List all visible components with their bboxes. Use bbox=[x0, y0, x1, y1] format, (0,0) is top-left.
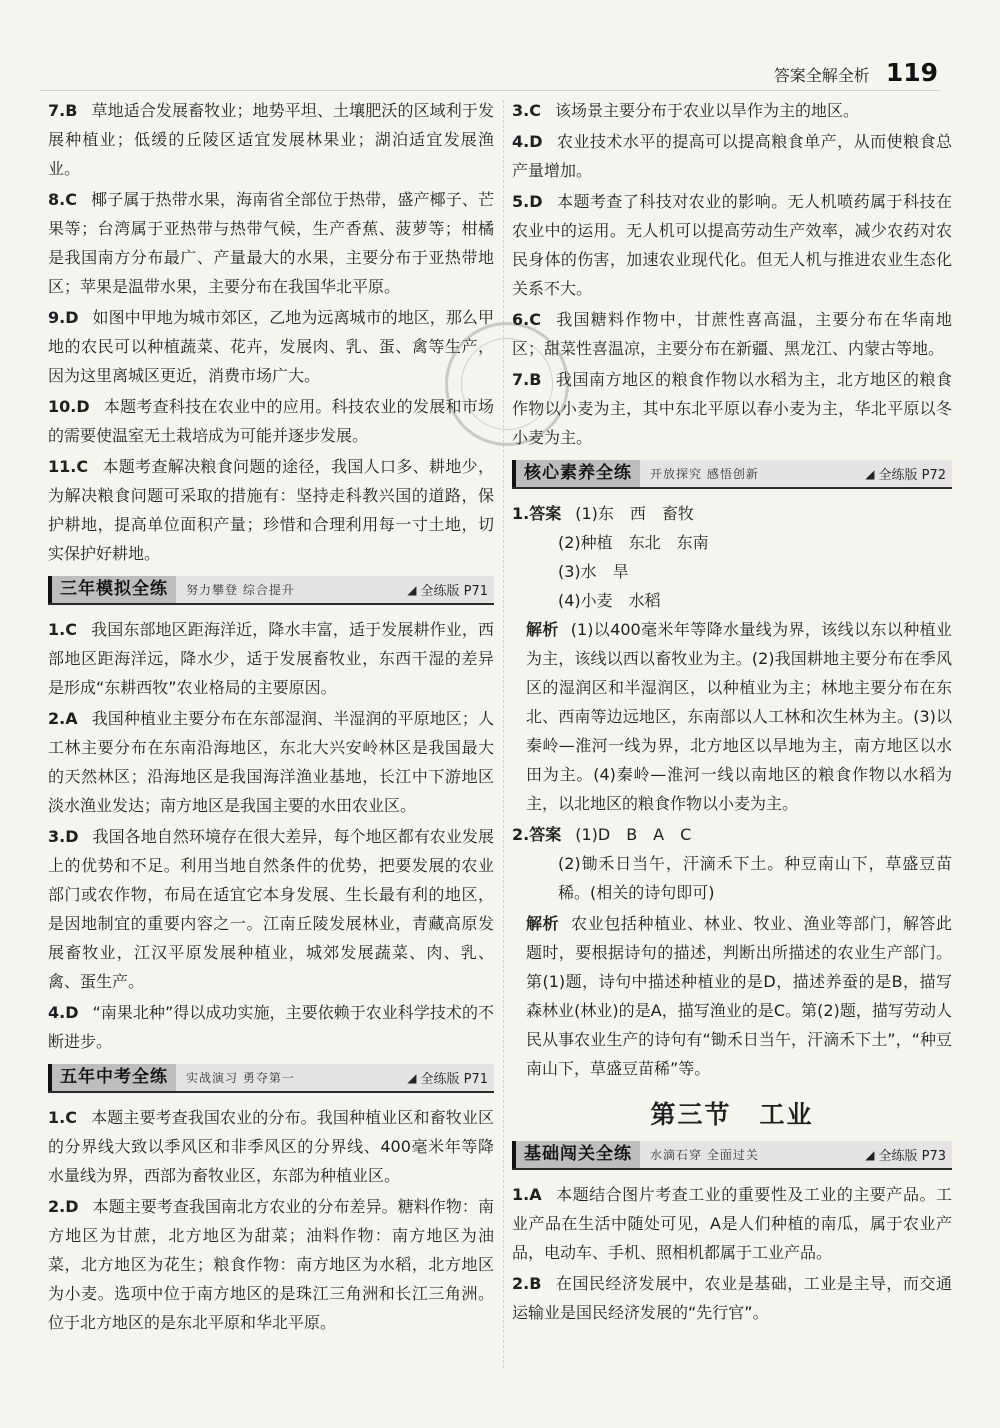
answer-item: 7.B 我国南方地区的粮食作物以水稻为主，北方地区的粮食作物以小麦为主，其中东北平原以春小麦为主，华北平原以冬小麦为主。 bbox=[512, 370, 952, 447]
section-bar-title: 三年模拟全练 bbox=[48, 576, 176, 603]
answer-line: (4)小麦 水稻 bbox=[558, 591, 661, 610]
left-column bbox=[48, 96, 494, 1339]
answer-item: 3.C 该场景主要分布于农业以旱作为主的地区。 bbox=[512, 101, 859, 120]
page-header bbox=[774, 58, 938, 87]
answer-item: 1.A 本题结合图片考查工业的重要性及工业的主要产品。工业产品在生活中随处可见，A是人们种植的南瓜，属于农业产品，电动车、手机、照相机都属于工业产品。 bbox=[512, 1185, 952, 1262]
answer-item: 5.D 本题考查了科技对农业的影响。无人机喷药属于科技在农业中的运用。无人机可以提高劳动生产效率，减少农药对农民身体的伤害，加速农业现代化。但无人机与推进农业生态化关系不大。 bbox=[512, 192, 952, 298]
section-bar-ref: ◢ 全练版 P72 bbox=[865, 466, 946, 483]
section-bar-subtitle: 实战演习 勇夺第一 bbox=[186, 1071, 295, 1085]
right-column bbox=[512, 96, 952, 1329]
section-bar-basic bbox=[512, 1141, 952, 1170]
answer-line: (2)锄禾日当午，汗滴禾下土。种豆南山下，草盛豆苗稀。(相关的诗句即可) bbox=[558, 854, 952, 902]
answer-item: 6.C 我国糖料作物中，甘蔗性喜高温，主要分布在华南地区；甜菜性喜温凉，主要分布在新疆、黑龙江、内蒙古等地。 bbox=[512, 310, 952, 358]
section-bar-subtitle: 开放探究 感悟创新 bbox=[650, 467, 759, 481]
answer-line: (2)种植 东北 东南 bbox=[558, 533, 709, 552]
section-bar-subtitle: 努力攀登 综合提升 bbox=[186, 583, 295, 597]
answer-item: 7.B 草地适合发展畜牧业；地势平坦、土壤肥沃的区域利于发展种植业；低缓的丘陵区适宜发展林果业；湖泊适宜发展渔业。 bbox=[48, 101, 494, 178]
section-bar-title: 五年中考全练 bbox=[48, 1064, 176, 1091]
answer-item: 8.C 椰子属于热带水果，海南省全部位于热带，盛产椰子、芒果等；台湾属于亚热带与热带气候，生产香蕉、菠萝等；柑橘是我国南方分布最广、产量最大的水果，主要分布于亚热带地区；苹果是温带水果，主要分布在我国华北平原。 bbox=[48, 190, 494, 296]
section-bar-ref: ◢ 全练版 P71 bbox=[407, 1070, 488, 1087]
section-bar-five-year bbox=[48, 1064, 494, 1093]
analysis: 解析 (1)以400毫米年等降水量线为界，该线以东以种植业为主，该线以西以畜牧业为主。(2)我国耕地主要分布在季风区的湿润区和半湿润区，以种植业为主；林地主要分布在东北、西南等边远地区，东南部以人工林和次生林为主。(3)以秦岭—淮河一线为界，北方地区以旱地为主，南方地区以水田为主。(4)秦岭—淮河一线以南地区的粮食作物以水稻为主，以北地区的粮食作物以小麦为主。 bbox=[526, 620, 952, 813]
section-bar-ref: ◢ 全练版 P73 bbox=[865, 1147, 946, 1164]
answer-line: (3)水 旱 bbox=[558, 562, 629, 581]
answer-item: 2.D 本题主要考查我国南北方农业的分布差异。糖料作物：南方地区为甘蔗，北方地区为甜菜；油料作物：南方地区为油菜，北方地区为花生；粮食作物：南方地区为水稻，北方地区为小麦。选项中位于南方地区的是珠江三角洲和长江三角洲。位于北方地区的是东北平原和华北平原。 bbox=[48, 1197, 494, 1332]
answer-item: 4.D “南果北种”得以成功实施，主要依赖于农业科学技术的不断进步。 bbox=[48, 1003, 494, 1051]
column-divider bbox=[503, 100, 504, 1368]
section-bar-core-literacy bbox=[512, 460, 952, 489]
paper-plane-icon: ◢ bbox=[865, 466, 875, 481]
answer-item: 9.D 如图中甲地为城市郊区，乙地为远离城市的地区，那么甲地的农民可以种植蔬菜、花卉，发展肉、乳、蛋、禽等生产，因为这里离城区更近，消费市场广大。 bbox=[48, 308, 494, 385]
section-bar-title: 基础闯关全练 bbox=[512, 1141, 640, 1168]
paper-plane-icon: ◢ bbox=[407, 1070, 417, 1085]
analysis: 解析 农业包括种植业、林业、牧业、渔业等部门，解答此题时，要根据诗句的描述，判断出所描述的农业生产部门。第(1)题，诗句中描述种植业的是D，描述养蚕的是B，描写森林业(林业)的是A，描写渔业的是C。第(2)题，描写劳动人民从事农业生产的诗句有“锄禾日当午，汗滴禾下土”，“种豆南山下，草盛豆苗稀”等。 bbox=[526, 914, 952, 1078]
paper-plane-icon: ◢ bbox=[407, 582, 417, 597]
answer-line: 2.答案 (1)D B A C bbox=[512, 825, 692, 844]
answer-line: 1.答案 (1)东 西 畜牧 bbox=[512, 504, 694, 523]
answer-item: 3.D 我国各地自然环境存在很大差异，每个地区都有农业发展上的优势和不足。利用当地自然条件的优势，把要发展的农业部门或农作物，布局在适宜它本身发展、生长最有利的地区，是因地制宜的重要内容之一。江南丘陵发展林业，青藏高原发展畜牧业，江汉平原发展种植业，城郊发展蔬菜、肉、乳、禽、蛋生产。 bbox=[48, 827, 494, 991]
header-rule bbox=[40, 90, 940, 91]
answer-item: 4.D 农业技术水平的提高可以提高粮食单产，从而使粮食总产量增加。 bbox=[512, 132, 952, 180]
paper-plane-icon: ◢ bbox=[865, 1147, 875, 1162]
answer-item: 1.C 我国东部地区距海洋近，降水丰富，适于发展耕作业，西部地区距海洋远，降水少，适于发展畜牧业，东西干湿的差异是形成“东耕西牧”农业格局的主要原因。 bbox=[48, 620, 494, 697]
answer-item: 1.C 本题主要考查我国农业的分布。我国种植业区和畜牧业区的分界线大致以季风区和非季风区的分界线、400毫米年等降水量线为界，西部为畜牧业区，东部为种植业区。 bbox=[48, 1108, 494, 1185]
answer-item: 10.D 本题考查科技在农业中的应用。科技农业的发展和市场的需要使温室无土栽培成为可能并逐步发展。 bbox=[48, 397, 494, 445]
section-bar-subtitle: 水滴石穿 全面过关 bbox=[650, 1148, 759, 1162]
answer-item: 2.B 在国民经济发展中，农业是基础，工业是主导，而交通运输业是国民经济发展的“先行官”。 bbox=[512, 1274, 952, 1322]
answer-item: 11.C 本题考查解决粮食问题的途径，我国人口多、耕地少，为解决粮食问题可采取的措施有：坚持走科教兴国的道路，保护耕地，提高单位面积产量；珍惜和合理利用每一寸土地，切实保护好耕地。 bbox=[48, 457, 494, 563]
answer-item: 2.A 我国种植业主要分布在东部湿润、半湿润的平原地区；人工林主要分布在东南沿海地区，东北大兴安岭林区是我国最大的天然林区；沿海地区是我国海洋渔业基地，长江中下游地区淡水渔业发达；南方地区是我国主要的水田农业区。 bbox=[48, 709, 494, 815]
section-title: 第三节 工业 bbox=[650, 1100, 814, 1129]
header-label: 答案全解全析 bbox=[773, 66, 870, 85]
section-bar-three-year bbox=[48, 576, 494, 605]
section-bar-ref: ◢ 全练版 P71 bbox=[407, 582, 488, 599]
page-number: 119 bbox=[885, 58, 938, 87]
section-bar-title: 核心素养全练 bbox=[512, 460, 640, 487]
